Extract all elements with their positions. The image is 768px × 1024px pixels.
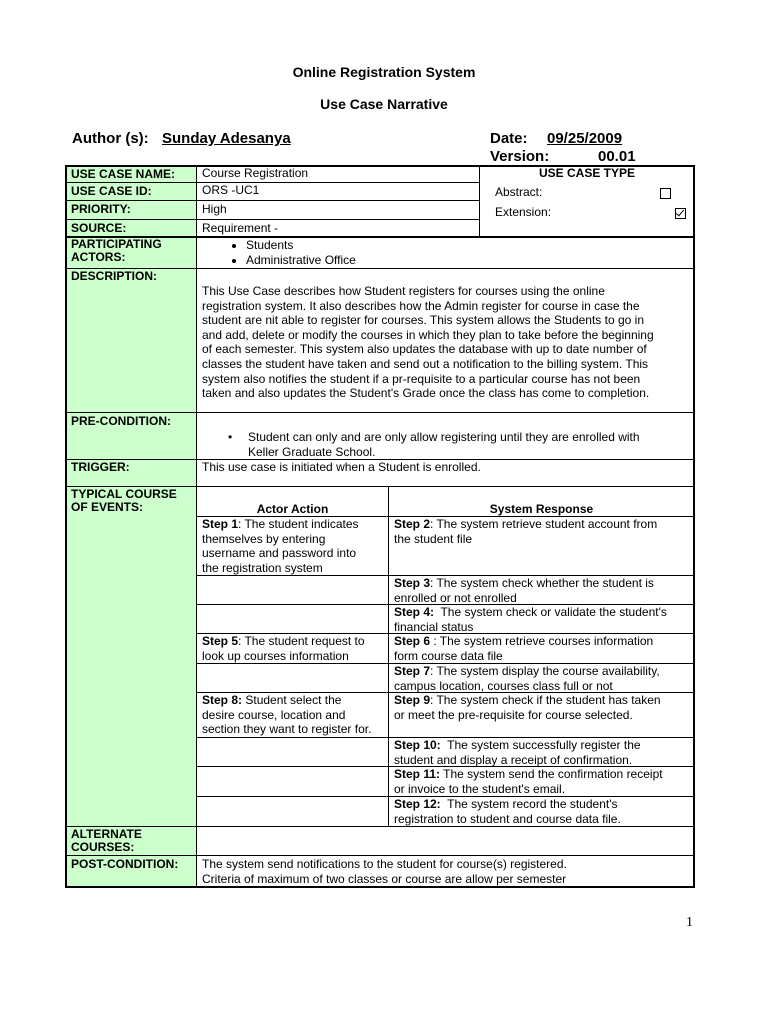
extension-checkbox[interactable] bbox=[675, 208, 686, 219]
actors-list bbox=[196, 238, 356, 268]
author-name: Sunday Adesanya bbox=[162, 130, 291, 147]
system-response-cell: Step 11: The system send the confirmation receipt or invoice to the student's email. bbox=[394, 767, 663, 796]
date-label: Date: bbox=[490, 130, 528, 147]
actor-action-cell: Step 1: The student indicates themselves by entering username and password into the registration system bbox=[202, 517, 359, 575]
source-label: SOURCE: bbox=[71, 221, 127, 235]
system-response-cell: Step 12: The system record the student's registration to student and course data file. bbox=[394, 797, 621, 826]
system-response-cell: Step 10: The system successfully register the student and display a receipt of confirmation. bbox=[394, 738, 641, 767]
actor-action-cell: Step 5: The student request to look up courses information bbox=[202, 634, 365, 663]
postcondition-label: POST-CONDITION: bbox=[71, 857, 179, 871]
extension-label: Extension: bbox=[495, 205, 552, 219]
trigger-label: TRIGGER: bbox=[71, 460, 130, 474]
actor-item: • Students bbox=[246, 238, 356, 253]
actor-action-header: Actor Action bbox=[256, 502, 329, 516]
abstract-checkbox[interactable] bbox=[660, 188, 671, 199]
use-case-name-value: Course Registration bbox=[202, 166, 309, 180]
abstract-label: Abstract: bbox=[495, 185, 543, 199]
precondition-label: PRE-CONDITION: bbox=[71, 414, 171, 428]
label-column-middle bbox=[66, 269, 196, 826]
system-response-cell: Step 4: The system check or validate the student's financial status bbox=[394, 605, 667, 634]
use-case-name-label: USE CASE NAME: bbox=[71, 167, 176, 181]
postcondition-text: The system send notifications to the student for course(s) registered. Criteria of maximum of two classes or course are allow per semester bbox=[202, 857, 567, 886]
trigger-value: This use case is initiated when a Student is enrolled. bbox=[202, 460, 481, 474]
description-text: This Use Case describes how Student registers for courses using the online registration system. It also describes how the Admin register for course in case the student are nit able to register for courses. This system allows the Students to go in and add, delete or modify the courses in which they plan to take before the beginning of each semester. This system also updates the database with up to date number of classes the student have taken and send out a notification to the billing system. This system also notifies the student if a pr-requisite to a particular course has not been taken and also updates the Student's Grade once the class has come to completion. bbox=[202, 284, 654, 401]
page-number: 1 bbox=[686, 915, 693, 930]
events-label: TYPICAL COURSE OF EVENTS: bbox=[71, 487, 177, 514]
use-case-type-heading: USE CASE TYPE bbox=[538, 166, 636, 180]
precondition-text: Student can only and are only allow registering until they are enrolled with Keller Graduate School. bbox=[248, 430, 640, 459]
actor-action-cell: Step 8: Student select the desire course, location and section they want to register for. bbox=[202, 693, 372, 737]
system-response-cell: Step 2: The system retrieve student account from the student file bbox=[394, 517, 658, 546]
system-response-cell: Step 6 : The system retrieve courses information form course data file bbox=[394, 634, 654, 663]
author-label: Author (s): bbox=[72, 130, 149, 147]
use-case-id-label: USE CASE ID: bbox=[71, 184, 152, 198]
document-subtitle: Use Case Narrative bbox=[320, 96, 448, 112]
system-response-cell: Step 9: The system check if the student has taken or meet the pre-requisite for course selected. bbox=[394, 693, 661, 722]
alternate-courses-label: ALTERNATE COURSES: bbox=[71, 827, 142, 854]
precondition-bullet: • bbox=[228, 430, 233, 444]
priority-value: High bbox=[202, 202, 227, 216]
actor-item: • Administrative Office bbox=[246, 253, 356, 268]
document-title: Online Registration System bbox=[292, 64, 476, 80]
date-value: 09/25/2009 bbox=[547, 130, 623, 147]
description-label: DESCRIPTION: bbox=[71, 269, 158, 283]
system-response-header: System Response bbox=[489, 502, 594, 516]
participating-actors-label: PARTICIPATING ACTORS: bbox=[71, 237, 162, 264]
system-response-cell: Step 3: The system check whether the student is enrolled or not enrolled bbox=[394, 576, 654, 605]
system-response-cell: Step 7: The system display the course availability, campus location, courses class full or not bbox=[394, 664, 660, 693]
version-label: Version: bbox=[490, 148, 550, 165]
use-case-id-value: ORS -UC1 bbox=[202, 183, 260, 197]
version-value: 00.01 bbox=[598, 148, 636, 165]
source-value: Requirement - bbox=[202, 221, 279, 235]
priority-label: PRIORITY: bbox=[71, 202, 131, 216]
